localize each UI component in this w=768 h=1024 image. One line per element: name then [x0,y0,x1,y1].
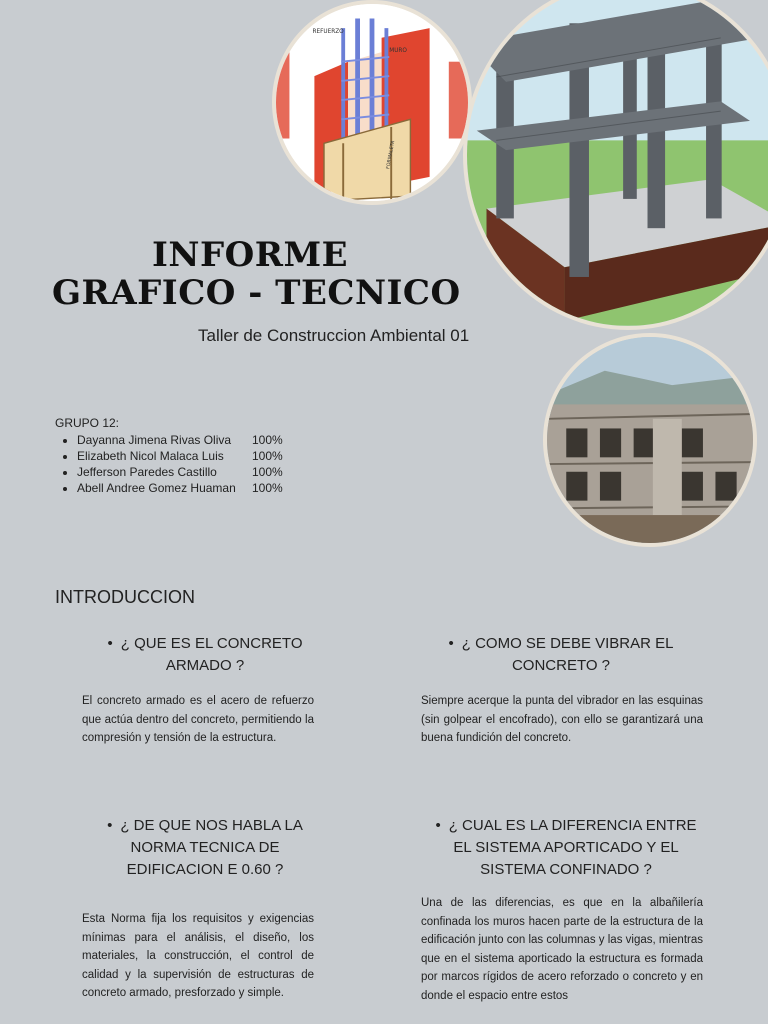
subtitle: Taller de Construccion Ambiental 01 [198,326,470,345]
member-name: Elizabeth Nicol Malaca Luis [77,449,224,463]
construction-site-image [543,333,757,547]
question-norma-tecnica [90,815,320,881]
bullet-icon: • [435,817,441,834]
member-name: Dayanna Jimena Rivas Oliva [77,433,232,447]
question-diferencia-sistemas [426,815,706,881]
question-text: ¿ DE QUE NOS HABLA LA NORMA TECNICA DE EDIFICACION E 0.60 ? [120,817,303,878]
answer-norma-tecnica: Esta Norma fija los requisitos y exigencias mínimas para el análisis, el diseño, los materiales, la construcción, el control de calidad y la supervisión de estructuras de concreto armado, presforzado y simple. [82,913,314,999]
member-name: Abell Andree Gomez Huaman [77,481,236,495]
member-percent: 100% [252,465,283,479]
bullet-icon: • [107,635,113,652]
title-line-1: INFORME [152,235,349,275]
question-text: ¿ COMO SE DEBE VIBRAR EL CONCRETO ? [461,635,674,674]
member-name: Jefferson Paredes Castillo [77,465,217,479]
question-text: ¿ QUE ES EL CONCRETO ARMADO ? [120,635,303,674]
list-item [77,432,283,448]
answer-vibrar-concreto: Siempre acerque la punta del vibrador en las esquinas (sin golpear el encofrado), con ello se garantizará una buena fundición del concreto. [421,695,703,744]
page-title [52,236,472,312]
title-line-2: GRAFICO - TECNICO [52,273,461,313]
list-item [77,448,283,464]
question-concreto-armado [90,633,320,677]
group-members [55,416,283,496]
question-text: ¿ CUAL ES LA DIFERENCIA ENTRE EL SISTEMA APORTICADO Y EL SISTEMA CONFINADO ? [448,817,697,878]
member-percent: 100% [252,481,283,495]
concrete-frame-3d-illustration-icon [467,0,768,326]
group-label: GRUPO 12: [55,416,120,430]
label-formaleta: FORMALETA [386,140,397,170]
rebar-detail-illustration-icon [276,4,468,201]
intro-heading: INTRODUCCION [55,587,195,607]
member-percent: 100% [252,449,283,463]
member-list [55,432,283,496]
building-construction-photo-icon [547,337,753,543]
label-muro: MURO [389,48,407,55]
list-item [77,464,283,480]
member-percent: 100% [252,433,283,447]
concrete-frame-image [463,0,768,330]
bullet-icon: • [107,817,113,834]
label-refuerzo: REFUERZO [312,28,344,35]
question-vibrar-concreto [436,633,686,677]
list-item [77,480,283,496]
rebar-detail-image [272,0,472,205]
answer-diferencia-sistemas: Una de las diferencias, es que en la albañilería confinada los muros hacen parte de la estructura de la edificación junto con las columnas y las vigas, mientras que en el sistema aporticado la estructura es formada por marcos rígidos de acero reforzado o concreto y en donde el espacio entre estos [421,897,703,1002]
answer-concreto-armado: El concreto armado es el acero de refuerzo que actúa dentro del concreto, permitiendo la compresión y tensión de la estructura. [82,695,314,744]
bullet-icon: • [448,635,454,652]
